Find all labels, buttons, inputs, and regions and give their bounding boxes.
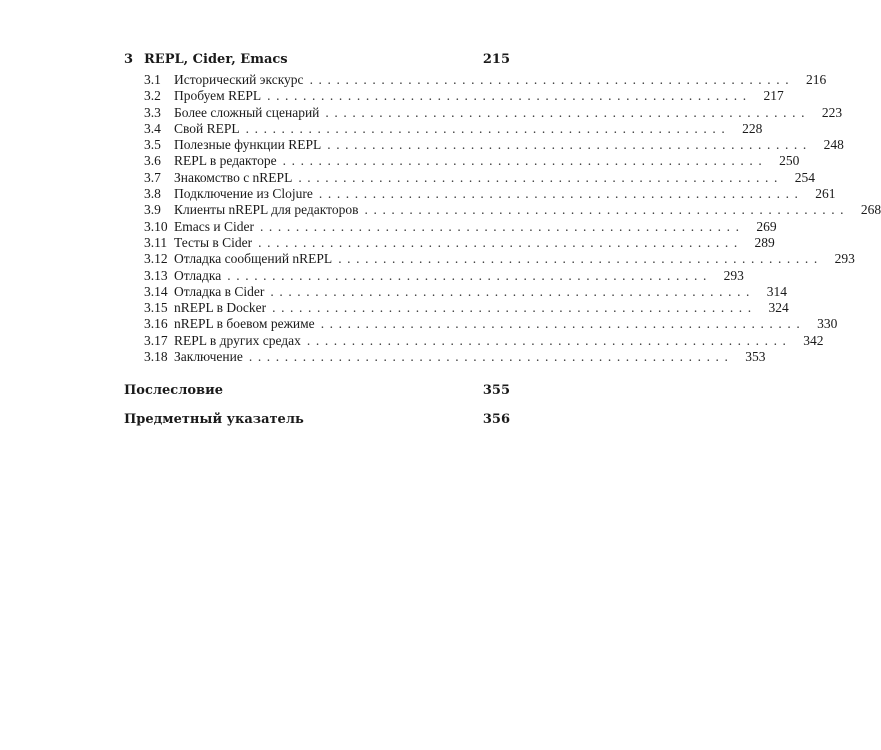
index-heading[interactable]	[124, 412, 510, 427]
dot-leader: ......................................................	[272, 300, 757, 316]
table-of-contents	[124, 52, 881, 428]
entry-page: 342	[803, 332, 824, 348]
entry-title: Отладка в Cider	[174, 283, 265, 299]
entry-page: 223	[821, 104, 843, 120]
toc-entry[interactable]	[124, 251, 855, 267]
toc-entry[interactable]	[124, 234, 775, 251]
entry-page: 216	[805, 72, 827, 87]
entry-number: 3.17	[144, 332, 168, 348]
toc-entry[interactable]	[124, 153, 800, 169]
toc-entry[interactable]	[124, 120, 763, 137]
entry-page: 228	[742, 120, 763, 136]
dot-leader: ......................................................	[258, 234, 743, 250]
entry-page: 289	[754, 234, 775, 250]
dot-leader: ......................................................	[227, 267, 712, 283]
afterword-page: 355	[482, 383, 510, 399]
entry-page: 268	[860, 202, 881, 218]
dot-leader: ......................................................	[270, 283, 756, 299]
toc-entry[interactable]	[124, 186, 836, 202]
toc-entry[interactable]	[124, 218, 777, 235]
entry-page: 261	[815, 186, 836, 202]
entry-number: 3.4	[144, 120, 161, 136]
entry-number: 3.6	[144, 153, 161, 169]
entry-title: Emacs и Cider	[174, 218, 254, 234]
dot-leader: ......................................................	[267, 88, 752, 104]
toc-entry[interactable]	[124, 349, 766, 365]
toc-entry[interactable]	[124, 300, 789, 316]
toc-entry[interactable]	[124, 169, 815, 186]
toc-entries	[124, 72, 881, 365]
entry-title: nREPL в боевом режиме	[174, 316, 315, 332]
entry-page: 269	[756, 218, 777, 234]
entry-number: 3.5	[144, 137, 161, 153]
entry-number: 3.7	[144, 169, 161, 185]
entry-title: Исторический экскурс	[174, 72, 304, 87]
dot-leader: ......................................................	[320, 316, 806, 332]
entry-number: 3.16	[144, 316, 168, 332]
toc-entry[interactable]	[124, 202, 881, 218]
entry-number: 3.18	[144, 349, 168, 365]
dot-leader: ......................................................	[259, 218, 745, 234]
entry-page: 314	[766, 283, 788, 299]
chapter-number: 3	[124, 52, 134, 67]
entry-number: 3.8	[144, 186, 161, 202]
afterword-title: Послесловие	[124, 383, 223, 399]
entry-number: 3.10	[144, 218, 168, 234]
entry-title: Отладка	[174, 267, 222, 283]
chapter-page: 215	[482, 52, 510, 67]
entry-number: 3.12	[144, 251, 168, 267]
entry-number: 3.3	[144, 104, 161, 120]
afterword-heading[interactable]	[124, 383, 510, 398]
entry-number: 3.1	[144, 72, 161, 87]
entry-title: Полезные функции REPL	[174, 137, 322, 153]
entry-page: 293	[723, 267, 744, 283]
dot-leader: ......................................................	[318, 186, 804, 202]
dot-leader: ......................................................	[282, 153, 768, 169]
entry-title: Клиенты nREPL для редакторов	[174, 202, 359, 218]
entry-number: 3.2	[144, 88, 161, 104]
entry-title: Свой REPL	[174, 120, 240, 136]
entry-title: Заключение	[174, 349, 243, 365]
entry-page: 353	[745, 349, 766, 365]
entry-page: 324	[768, 300, 789, 316]
entry-number: 3.14	[144, 283, 168, 299]
toc-entry[interactable]	[124, 267, 744, 284]
dot-leader: ......................................................	[248, 349, 734, 365]
dot-leader: ......................................................	[338, 251, 823, 267]
entry-title: Более сложный сценарий	[174, 104, 320, 120]
entry-number: 3.15	[144, 300, 168, 316]
dot-leader: ......................................................	[309, 72, 795, 87]
dot-leader: ......................................................	[325, 104, 811, 120]
entry-title: Знакомство с nREPL	[174, 169, 293, 185]
chapter-title: REPL, Cider, Emacs	[144, 52, 288, 67]
dot-leader: ......................................................	[306, 332, 792, 348]
entry-title: Тесты в Cider	[174, 234, 253, 250]
chapter-heading[interactable]	[124, 52, 510, 72]
toc-entry[interactable]	[124, 88, 784, 104]
entry-page: 293	[834, 251, 855, 267]
entry-number: 3.11	[144, 234, 168, 250]
dot-leader: ......................................................	[364, 202, 850, 218]
entry-title: Пробуем REPL	[174, 88, 262, 104]
entry-title: REPL в других средах	[174, 332, 301, 348]
toc-entry[interactable]	[124, 104, 843, 121]
toc-entry[interactable]	[124, 316, 838, 332]
entry-page: 248	[823, 137, 844, 153]
toc-entry[interactable]	[124, 332, 824, 349]
entry-title: nREPL в Docker	[174, 300, 267, 316]
index-title: Предметный указатель	[124, 412, 304, 428]
entry-page: 250	[779, 153, 800, 169]
entry-title: REPL в редакторе	[174, 153, 277, 169]
entry-page: 254	[794, 169, 815, 185]
entry-title: Отладка сообщений nREPL	[174, 251, 333, 267]
dot-leader: ......................................................	[327, 137, 812, 153]
toc-entry[interactable]	[124, 72, 827, 88]
dot-leader: ......................................................	[298, 169, 783, 185]
index-page: 356	[482, 412, 510, 428]
entry-page: 217	[763, 88, 784, 104]
entry-page: 330	[817, 316, 838, 332]
entry-number: 3.13	[144, 267, 168, 283]
toc-entry[interactable]	[124, 283, 788, 300]
toc-entry[interactable]	[124, 137, 844, 153]
dot-leader: ......................................................	[245, 120, 731, 136]
entry-title: Подключение из Clojure	[174, 186, 313, 202]
entry-number: 3.9	[144, 202, 161, 218]
